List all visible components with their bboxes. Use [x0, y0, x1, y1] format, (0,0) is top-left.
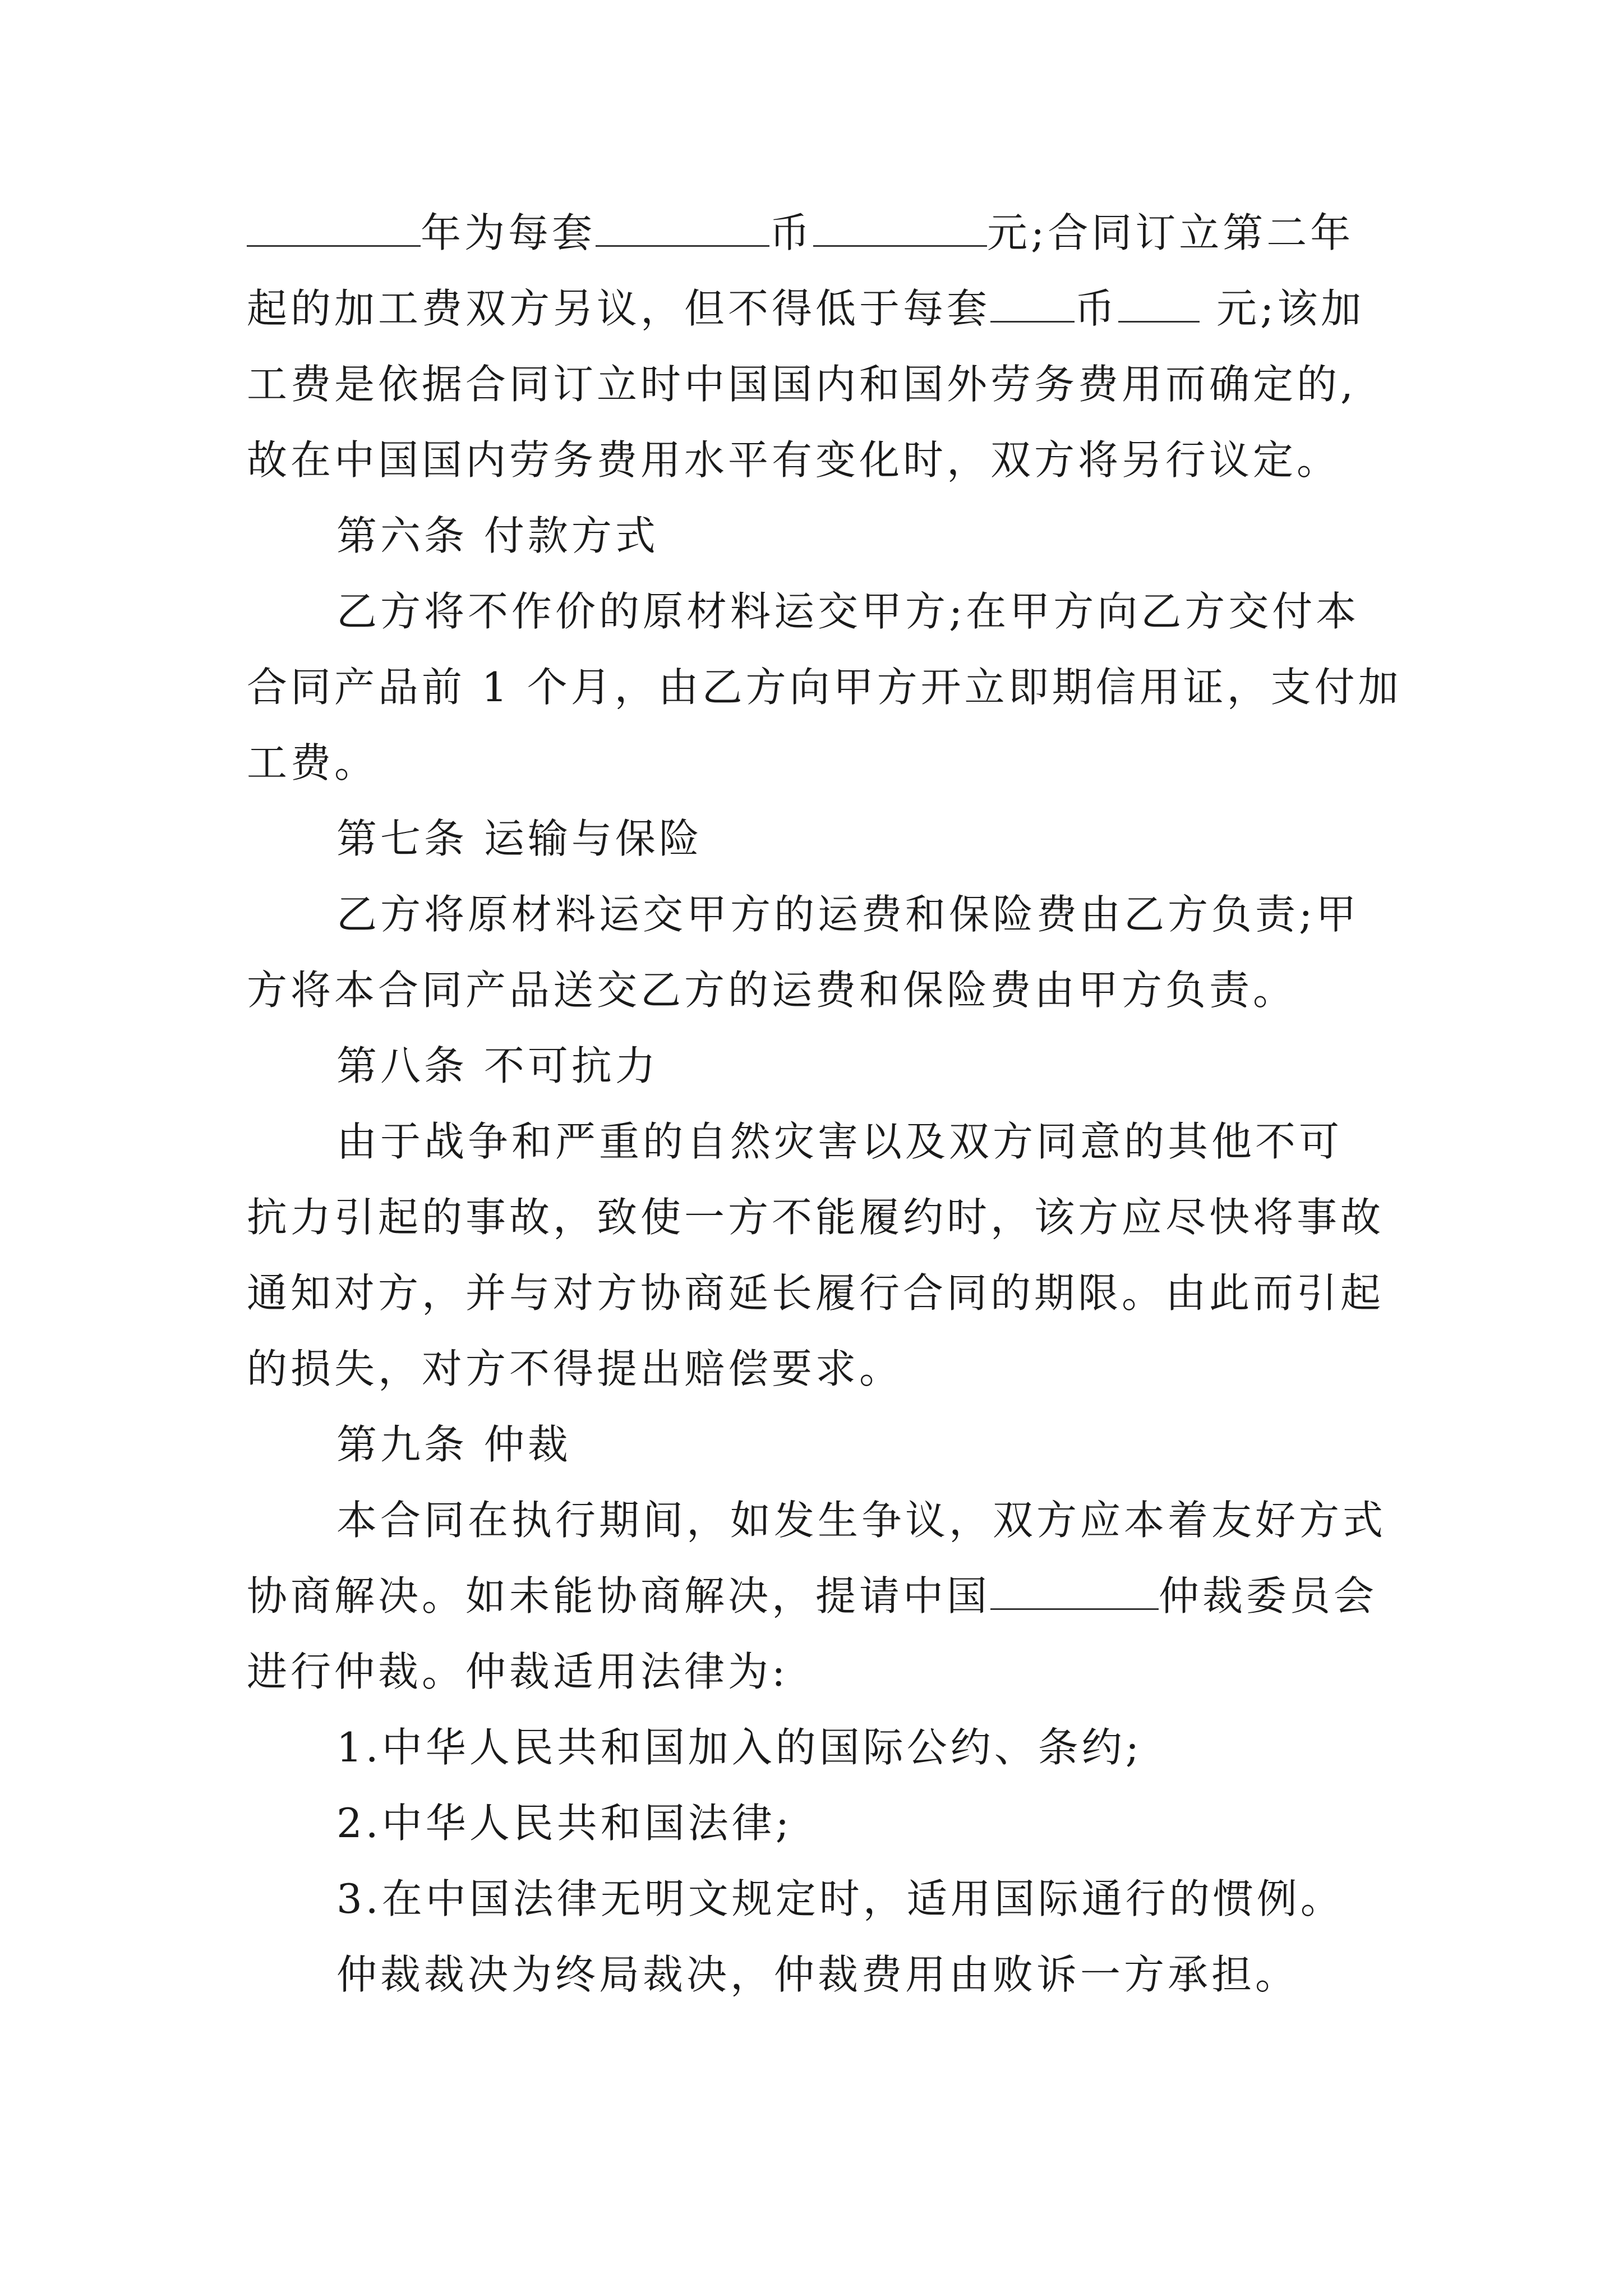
article-6-heading: 第六条 付款方式	[336, 512, 659, 559]
article-7-line-1: 乙方将原材料运交甲方的运费和保险费由乙方负责;甲	[336, 891, 1360, 938]
blank-field	[596, 206, 769, 247]
fee-line-3: 工费是依据合同订立时中国国内和国外劳务费用而确定的,	[247, 361, 1357, 408]
article-9-item-1: 1.中华人民共和国加入的国际公约、条约;	[336, 1724, 1142, 1771]
blank-field	[813, 206, 987, 247]
blank-field	[990, 282, 1075, 323]
article-9-item-2: 2.中华人民共和国法律;	[336, 1800, 792, 1847]
article-9-heading: 第九条 仲裁	[336, 1421, 571, 1468]
article-9-line-2: 协商解决。如未能协商解决，提请中国 仲裁委员会	[247, 1568, 1377, 1624]
fee-line-2: 起的加工费双方另议，但不得低于每套 币 元;该加	[247, 280, 1364, 337]
article-8-line-1: 由于战争和严重的自然灾害以及双方同意的其他不可	[336, 1118, 1343, 1165]
article-7-heading: 第七条 运输与保险	[336, 815, 703, 862]
article-8-line-4: 的损失，对方不得提出赔偿要求。	[247, 1345, 903, 1392]
fee-line-4: 故在中国国内劳务费用水平有变化时，双方将另行议定。	[247, 436, 1341, 484]
article-8-line-3: 通知对方，并与对方协商延长履行合同的期限。由此而引起	[247, 1269, 1385, 1317]
article-9-item-3: 3.在中国法律无明文规定时，适用国际通行的惯例。	[336, 1875, 1344, 1922]
article-6-line-1: 乙方将不作价的原材料运交甲方;在甲方向乙方交付本	[336, 588, 1360, 635]
article-7-line-2: 方将本合同产品送交乙方的运费和保险费由甲方负责。	[247, 967, 1297, 1014]
article-9-final: 仲裁裁决为终局裁决，仲裁费用由败诉一方承担。	[336, 1951, 1299, 1998]
article-9-line-3: 进行仲裁。仲裁适用法律为:	[247, 1648, 789, 1695]
article-8-heading: 第八条 不可抗力	[336, 1042, 659, 1089]
blank-field	[990, 1569, 1159, 1610]
blank-field	[1118, 282, 1200, 323]
article-9-line-1: 本合同在执行期间，如发生争议，双方应本着友好方式	[336, 1497, 1387, 1544]
article-8-line-2: 抗力引起的事故，致使一方不能履约时，该方应尽快将事故	[247, 1194, 1385, 1241]
article-6-line-3: 工费。	[247, 739, 379, 786]
fee-line-1: 年为每套 币 元;合同订立第二年	[247, 205, 1354, 261]
blank-field	[247, 206, 421, 247]
article-6-line-2: 合同产品前 1 个月，由乙方向甲方开立即期信用证，支付加	[247, 664, 1402, 711]
